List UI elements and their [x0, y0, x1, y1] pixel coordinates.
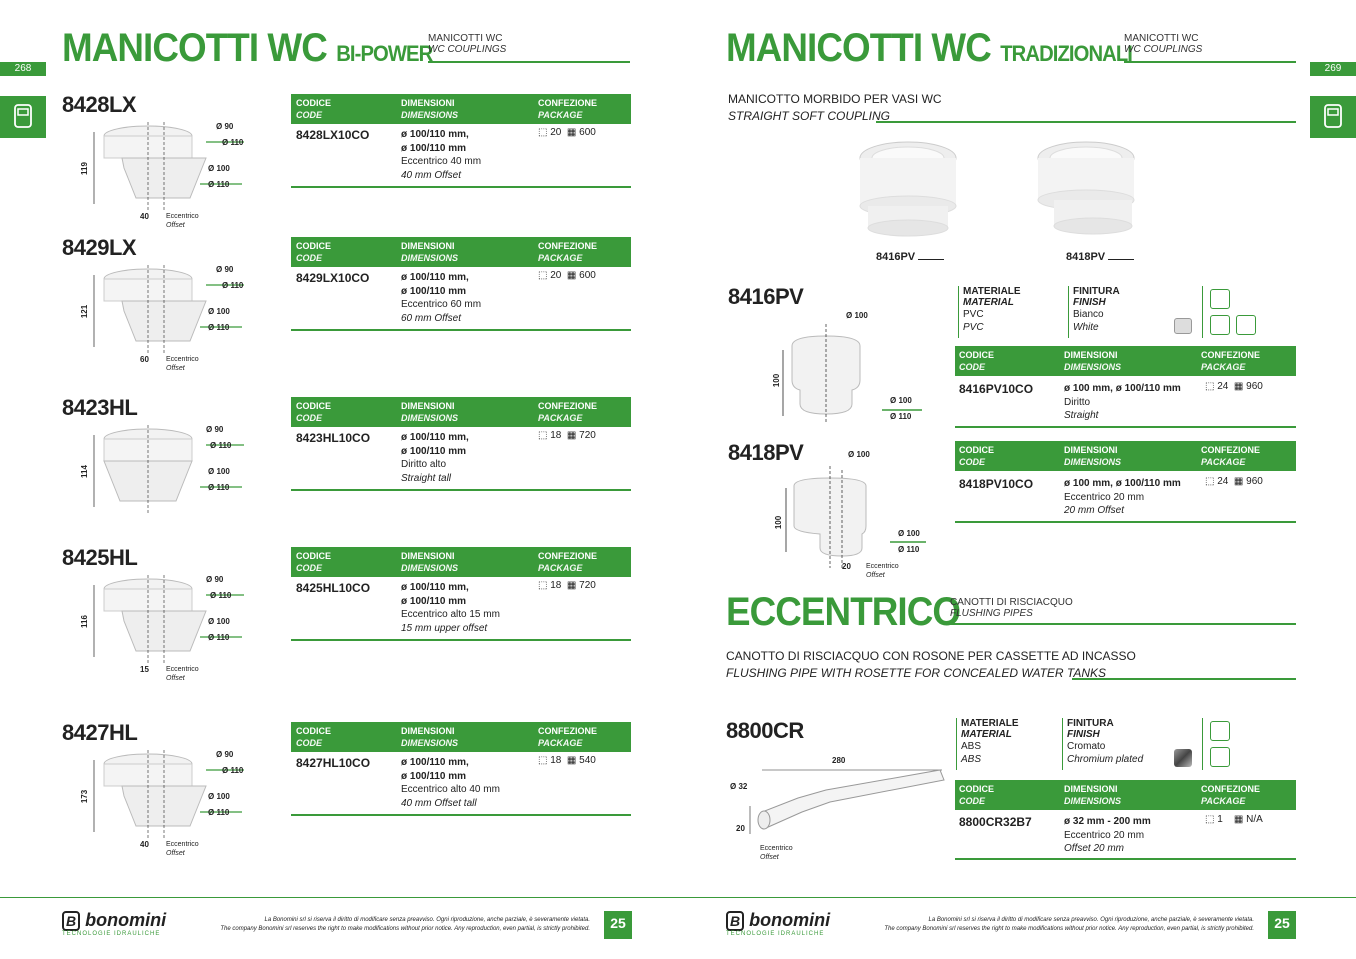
- package-info: ⬚ 20 ▦ 600: [538, 270, 596, 281]
- toilet-category-icon-right: [1310, 96, 1356, 138]
- pallet-icon: ▦: [1233, 381, 1244, 392]
- dimensions: ø 100/110 mm, ø 100/110 mm Diritto alto Straight tall: [401, 432, 469, 484]
- box-icon: ⬚: [538, 430, 548, 441]
- right-page-title: MANICOTTI WC TRADIZIONALI: [726, 26, 1132, 70]
- table-row: [291, 269, 631, 331]
- page-number-left: 268: [0, 62, 46, 76]
- pallet-icon: ▦: [566, 270, 577, 281]
- anniversary-badge-right: 25: [1268, 911, 1296, 939]
- left-tag: MANICOTTI WC WC COUPLINGS: [428, 33, 630, 63]
- product-name: 8427HL: [62, 720, 138, 745]
- pallet-icon: ▦: [566, 127, 577, 138]
- table-row: [291, 429, 631, 491]
- section2-subtitle: FLUSHING PIPE WITH ROSETTE FOR CONCEALED WATER TANKS: [726, 666, 1107, 680]
- package-info: ⬚ 18 ▦ 720: [538, 430, 596, 441]
- box-icon: ⬚: [1205, 476, 1215, 487]
- home-icon: [1210, 721, 1230, 741]
- toilet-category-icon: [0, 96, 46, 138]
- table-row: [291, 126, 631, 188]
- box-icon: ⬚: [538, 755, 548, 766]
- table-header: CODICE CODE DIMENSIONI DIMENSIONS CONFEZIONE PACKAGE: [291, 94, 631, 124]
- pallet-icon: ▦: [1233, 476, 1244, 487]
- table-row-8418pv: 8418PV10CO ø 100 mm, ø 100/110 mm Eccentrico 20 mm 20 mm Offset ⬚ 24 ▦ 960: [955, 473, 1296, 523]
- table-header-8418pv: CODICE CODE DIMENSIONI DIMENSIONS CONFEZIONE PACKAGE: [955, 441, 1296, 471]
- pallet-icon: ▦: [566, 580, 577, 591]
- footnote-right: La Bonomini srl si riserva il diritto di modificare senza preavviso. Ogni riproduzione, anche parziale, è severamente vietata. The company Bonomini srl reserves the right to make modifications without prior notice. Any reproduction, even partial, is strictly prohibited.: [884, 917, 1254, 932]
- box-icon: ⬚: [1205, 814, 1215, 825]
- table-header: CODICE CODE DIMENSIONI DIMENSIONS CONFEZIONE PACKAGE: [291, 397, 631, 427]
- package-info: ⬚ 20 ▦ 600: [538, 127, 596, 138]
- chrome-swatch: [1174, 749, 1192, 767]
- table-header-8416pv: CODICE CODE DIMENSIONI DIMENSIONS CONFEZIONE PACKAGE: [955, 346, 1296, 376]
- table-header-8800cr: CODICE CODE DIMENSIONI DIMENSIONS CONFEZIONE PACKAGE: [955, 780, 1296, 810]
- dimensions: ø 100/110 mm, ø 100/110 mm Eccentrico alto 15 mm 15 mm upper offset: [401, 582, 500, 634]
- product-name: 8429LX: [62, 235, 137, 260]
- product-code: 8423HL10CO: [296, 431, 371, 445]
- left-page-title: MANICOTTI WC BI-POWER: [62, 26, 433, 70]
- eccentrico-title: ECCENTRICO: [726, 590, 961, 634]
- pallet-icon: ▦: [566, 430, 577, 441]
- product-code: 8427HL10CO: [296, 756, 371, 770]
- box-icon: ⬚: [538, 270, 548, 281]
- box-icon: ⬚: [1205, 381, 1215, 392]
- product-name: 8425HL: [62, 545, 138, 570]
- home-icon: [1210, 289, 1230, 309]
- toilet-icon: [1210, 747, 1230, 767]
- left-title-sub: BI-POWER: [336, 41, 433, 66]
- bonomini-logo-right: B bonomini TECNOLOGIE IDRAULICHE: [726, 910, 831, 937]
- box-icon: ⬚: [538, 580, 548, 591]
- product-name: 8423HL: [62, 395, 138, 420]
- dimensions: ø 100/110 mm, ø 100/110 mm Eccentrico 60 mm 60 mm Offset: [401, 272, 482, 324]
- table-row-8416pv: 8416PV10CO ø 100 mm, ø 100/110 mm Diritto Straight ⬚ 24 ▦ 960: [955, 378, 1296, 428]
- photo-label-8416pv: 8416PV: [876, 251, 944, 263]
- anniversary-badge-left: 25: [604, 911, 632, 939]
- page-number-right: 269: [1310, 62, 1356, 76]
- photo-8416pv: [858, 140, 958, 250]
- product-name: 8428LX: [62, 92, 137, 117]
- dimensions: ø 100/110 mm, ø 100/110 mm Eccentrico 40 mm 40 mm Offset: [401, 129, 482, 181]
- bonomini-logo-left: B bonomini TECNOLOGIE IDRAULICHE: [62, 910, 167, 937]
- white-swatch: [1174, 318, 1192, 334]
- tool-icon: [1236, 315, 1256, 335]
- material-8800cr: MATERIALE MATERIAL ABS ABS: [956, 718, 1056, 770]
- toilet-icon: [1210, 315, 1230, 335]
- eccentrico-tag: CANOTTI DI RISCIACQUO FLUSHING PIPES: [950, 597, 1296, 625]
- section2-title: CANOTTO DI RISCIACQUO CON ROSONE PER CASSETTE AD INCASSO: [726, 649, 1136, 663]
- footnote-left: La Bonomini srl si riserva il diritto di modificare senza preavviso. Ogni riproduzione, anche parziale, è severamente vietata. The company Bonomini srl reserves the right to make modifications without prior notice. Any reproduction, even partial, is strictly prohibited.: [220, 917, 590, 932]
- pallet-icon: ▦: [1233, 814, 1244, 825]
- photo-8418pv: [1036, 140, 1136, 250]
- drawing-8418pv: [766, 460, 936, 585]
- product-code: 8428LX10CO: [296, 128, 370, 142]
- table-row-8800cr: 8800CR32B7 ø 32 mm - 200 mm Eccentrico 20 mm Offset 20 mm ⬚ 1 ▦ N/A: [955, 812, 1296, 860]
- package-info: ⬚ 24 ▦ 960: [1205, 381, 1263, 392]
- pallet-icon: ▦: [566, 755, 577, 766]
- finish-8416pv: FINITURA FINISH Bianco White: [1068, 286, 1168, 338]
- section1-title: MANICOTTO MORBIDO PER VASI WC: [728, 92, 942, 106]
- box-icon: ⬚: [538, 127, 548, 138]
- table-header: CODICE CODE DIMENSIONI DIMENSIONS CONFEZIONE PACKAGE: [291, 547, 631, 577]
- right-tag: MANICOTTI WC WC COUPLINGS: [1124, 33, 1296, 63]
- table-row: [291, 754, 631, 816]
- dimensions: ø 100/110 mm, ø 100/110 mm Eccentrico alto 40 mm 40 mm Offset tall: [401, 757, 500, 809]
- product-code: 8429LX10CO: [296, 271, 370, 285]
- product-name-8418pv: 8418PV: [728, 440, 804, 465]
- photo-label-8418pv: 8418PV: [1066, 251, 1134, 263]
- table-row: [291, 579, 631, 641]
- section1-subtitle: STRAIGHT SOFT COUPLING: [728, 109, 891, 123]
- product-code: 8425HL10CO: [296, 581, 371, 595]
- table-header: CODICE CODE DIMENSIONI DIMENSIONS CONFEZIONE PACKAGE: [291, 722, 631, 752]
- table-header: CODICE CODE DIMENSIONI DIMENSIONS CONFEZIONE PACKAGE: [291, 237, 631, 267]
- finish-8800cr: FINITURA FINISH Cromato Chromium plated: [1062, 718, 1170, 770]
- product-name-8800cr: 8800CR: [726, 718, 804, 743]
- product-name-8416pv: 8416PV: [728, 284, 804, 309]
- package-info: ⬚ 18 ▦ 540: [538, 755, 596, 766]
- package-info: ⬚ 18 ▦ 720: [538, 580, 596, 591]
- material-8416pv: MATERIALE MATERIAL PVC PVC: [958, 286, 1058, 338]
